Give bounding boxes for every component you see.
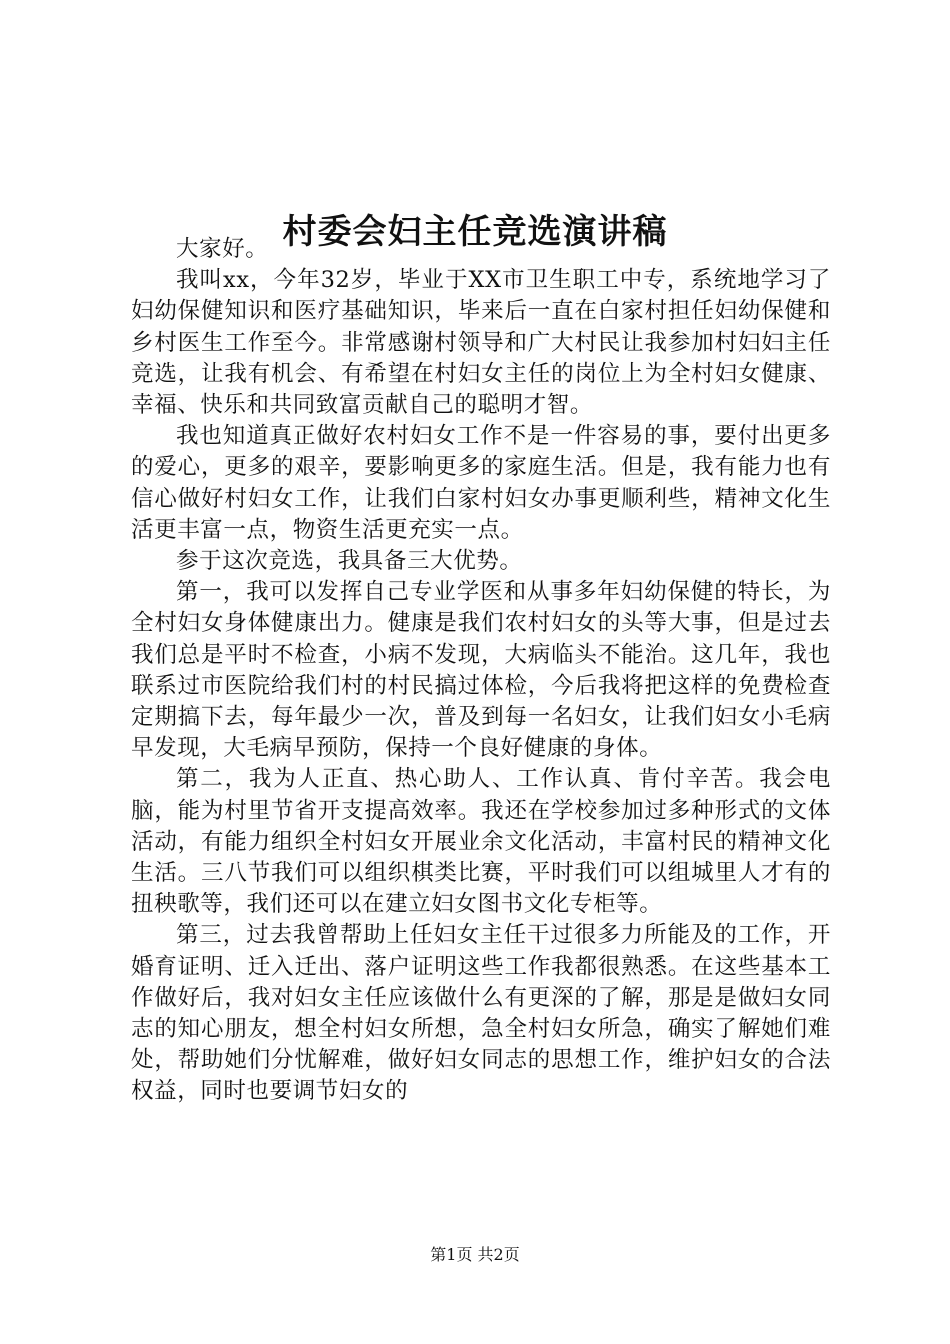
paragraph-advantage-first: 第一，我可以发挥自己专业学医和从事多年妇幼保健的特长，为全村妇女身体健康出力。健康是我们农村妇女的头等大事，但是过去我们总是平时不检查，小病不发现，大病临头不能治。这几年，我也联系过市医院给我们村的村民搞过体检，今后我将把这样的免费检查定期搞下去，每年最少一次，普及到每一名妇女，让我们妇女小毛病早发现，大毛病早预防，保持一个良好健康的身体。 (131, 579, 831, 762)
paragraph-greeting: 大家好。 (176, 236, 269, 262)
paragraph-commitment: 我也知道真正做好农村妇女工作不是一件容易的事，要付出更多的爱心，更多的艰辛，要影响更多的家庭生活。但是，我有能力也有信心做好村妇女工作，让我们白家村妇女办事更顺利些，精神文化生活更丰富一点，物资生活更充实一点。 (131, 423, 831, 543)
paragraph-advantage-third: 第三，过去我曾帮助上任妇女主任干过很多力所能及的工作，开婚育证明、迁入迁出、落户证明这些工作我都很熟悉。在这些基本工作做好后，我对妇女主任应该做什么有更深的了解，那是是做妇女同志的知心朋友，想全村妇女所想，急全村妇女所急，确实了解她们难处，帮助她们分忧解难，做好妇女同志的思想工作，维护妇女的合法权益，同时也要调节妇女的 (131, 922, 831, 1105)
paragraph-advantage-second: 第二，我为人正直、热心助人、工作认真、肯付辛苦。我会电脑，能为村里节省开支提高效率。我还在学校参加过多种形式的文体活动，有能力组织全村妇女开展业余文化活动，丰富村民的精神文化生活。三八节我们可以组织棋类比赛，平时我们可以组城里人才有的扭秧歌等，我们还可以在建立妇女图书文化专柜等。 (131, 766, 831, 918)
paragraph-self-introduction: 我叫xx，今年32岁，毕业于XX市卫生职工中专，系统地学习了妇幼保健知识和医疗基础知识，毕来后一直在白家村担任妇幼保健和乡村医生工作至今。非常感谢村领导和广大村民让我参加村妇妇主任竞选，让我有机会、有希望在村妇女主任的岗位上为全村妇女健康、幸福、快乐和共同致富贡献自己的聪明才智。 (131, 267, 831, 419)
document-body (131, 234, 831, 1108)
page-footer: 第1页 共2页 (430, 1245, 520, 1264)
paragraph-advantages-intro: 参于这次竞选，我具备三大优势。 (176, 548, 523, 575)
document-title: 村委会妇主任竞选演讲稿 (282, 211, 668, 252)
